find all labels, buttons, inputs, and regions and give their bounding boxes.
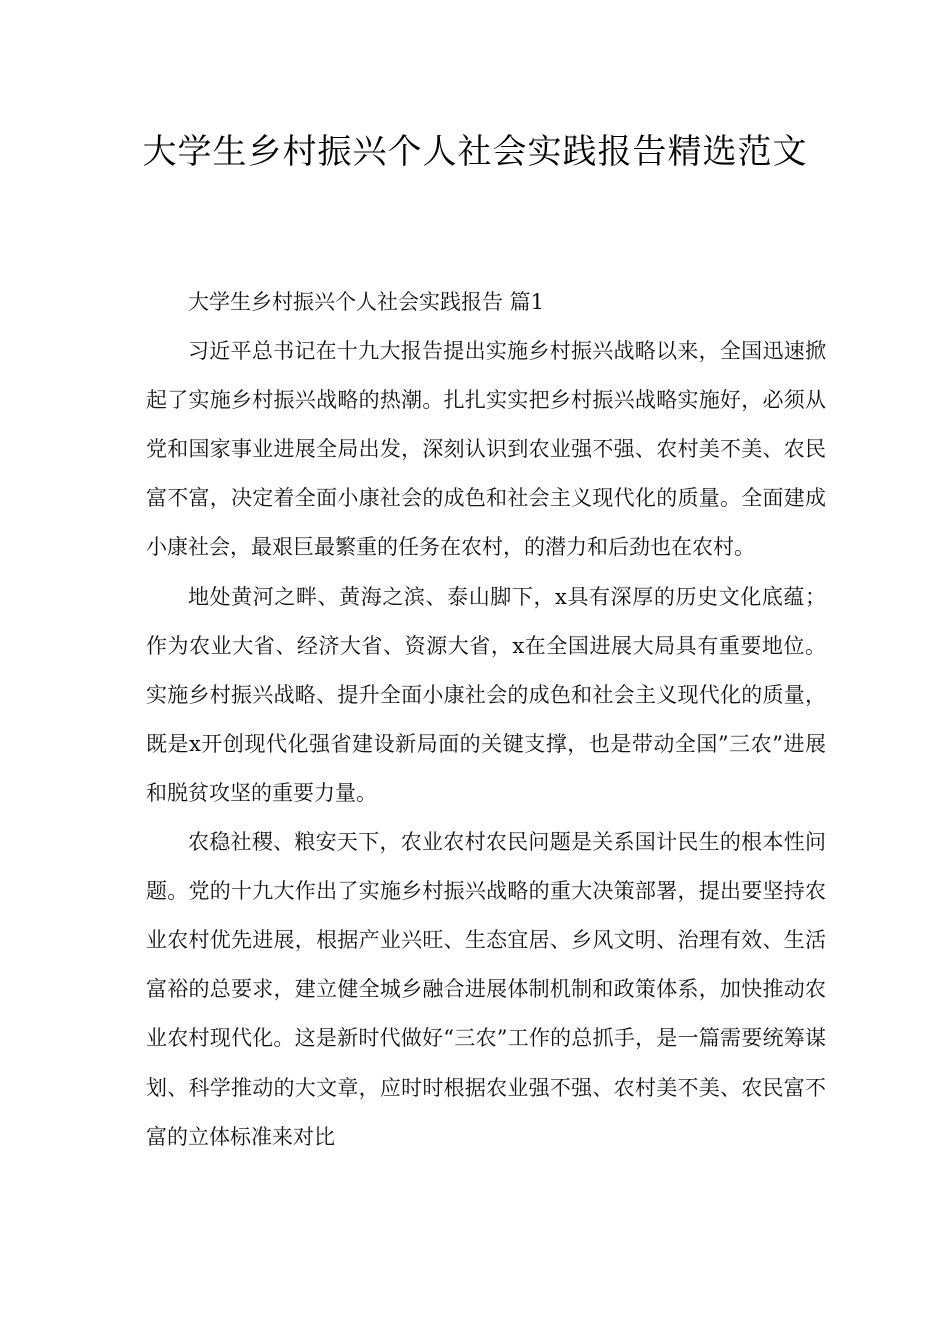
paragraph-3: 农稳社稷、粮安天下，农业农村农民问题是关系国计民生的根本性问题。党的十九大作出了实施乡村振兴战略的重大决策部署，提出要坚持农业农村优先进展，根据产业兴旺、生态宜居、乡风文明、治理有效、生活富裕的总要求，建立健全城乡融合进展体制机制和政策体系，加快推动农业农村现代化。这是新时代做好“三农”工作的总抓手，是一篇需要统筹谋划、科学推动的大文章，应时时根据农业强不强、农村美不美、农民富不富的立体标准来对比 (146, 830, 826, 1149)
document-body (146, 278, 826, 1162)
paragraph-2: 地处黄河之畔、黄海之滨、泰山脚下，x具有深厚的历史文化底蕴；作为农业大省、经济大省、资源大省，x在全国进展大局具有重要地位。实施乡村振兴战略、提升全面小康社会的成色和社会主义现代化的质量，既是x开创现代化强省建设新局面的关键支撑，也是带动全国”三农”进展和脱贫攻坚的重要力量。 (146, 584, 826, 805)
document-title: 大学生乡村振兴个人社会实践报告精选范文 (142, 132, 808, 172)
paragraph-1: 习近平总书记在十九大报告提出实施乡村振兴战略以来，全国迅速掀起了实施乡村振兴战略的热潮。扎扎实实把乡村振兴战略实施好，必须从党和国家事业进展全局出发，深刻认识到农业强不强、农村美不美、农民富不富，决定着全面小康社会的成色和社会主义现代化的质量。全面建成小康社会，最艰巨最繁重的任务在农村，的潜力和后劲也在农村。 (146, 339, 826, 560)
section-subheading: 大学生乡村振兴个人社会实践报告 篇1 (188, 290, 545, 314)
